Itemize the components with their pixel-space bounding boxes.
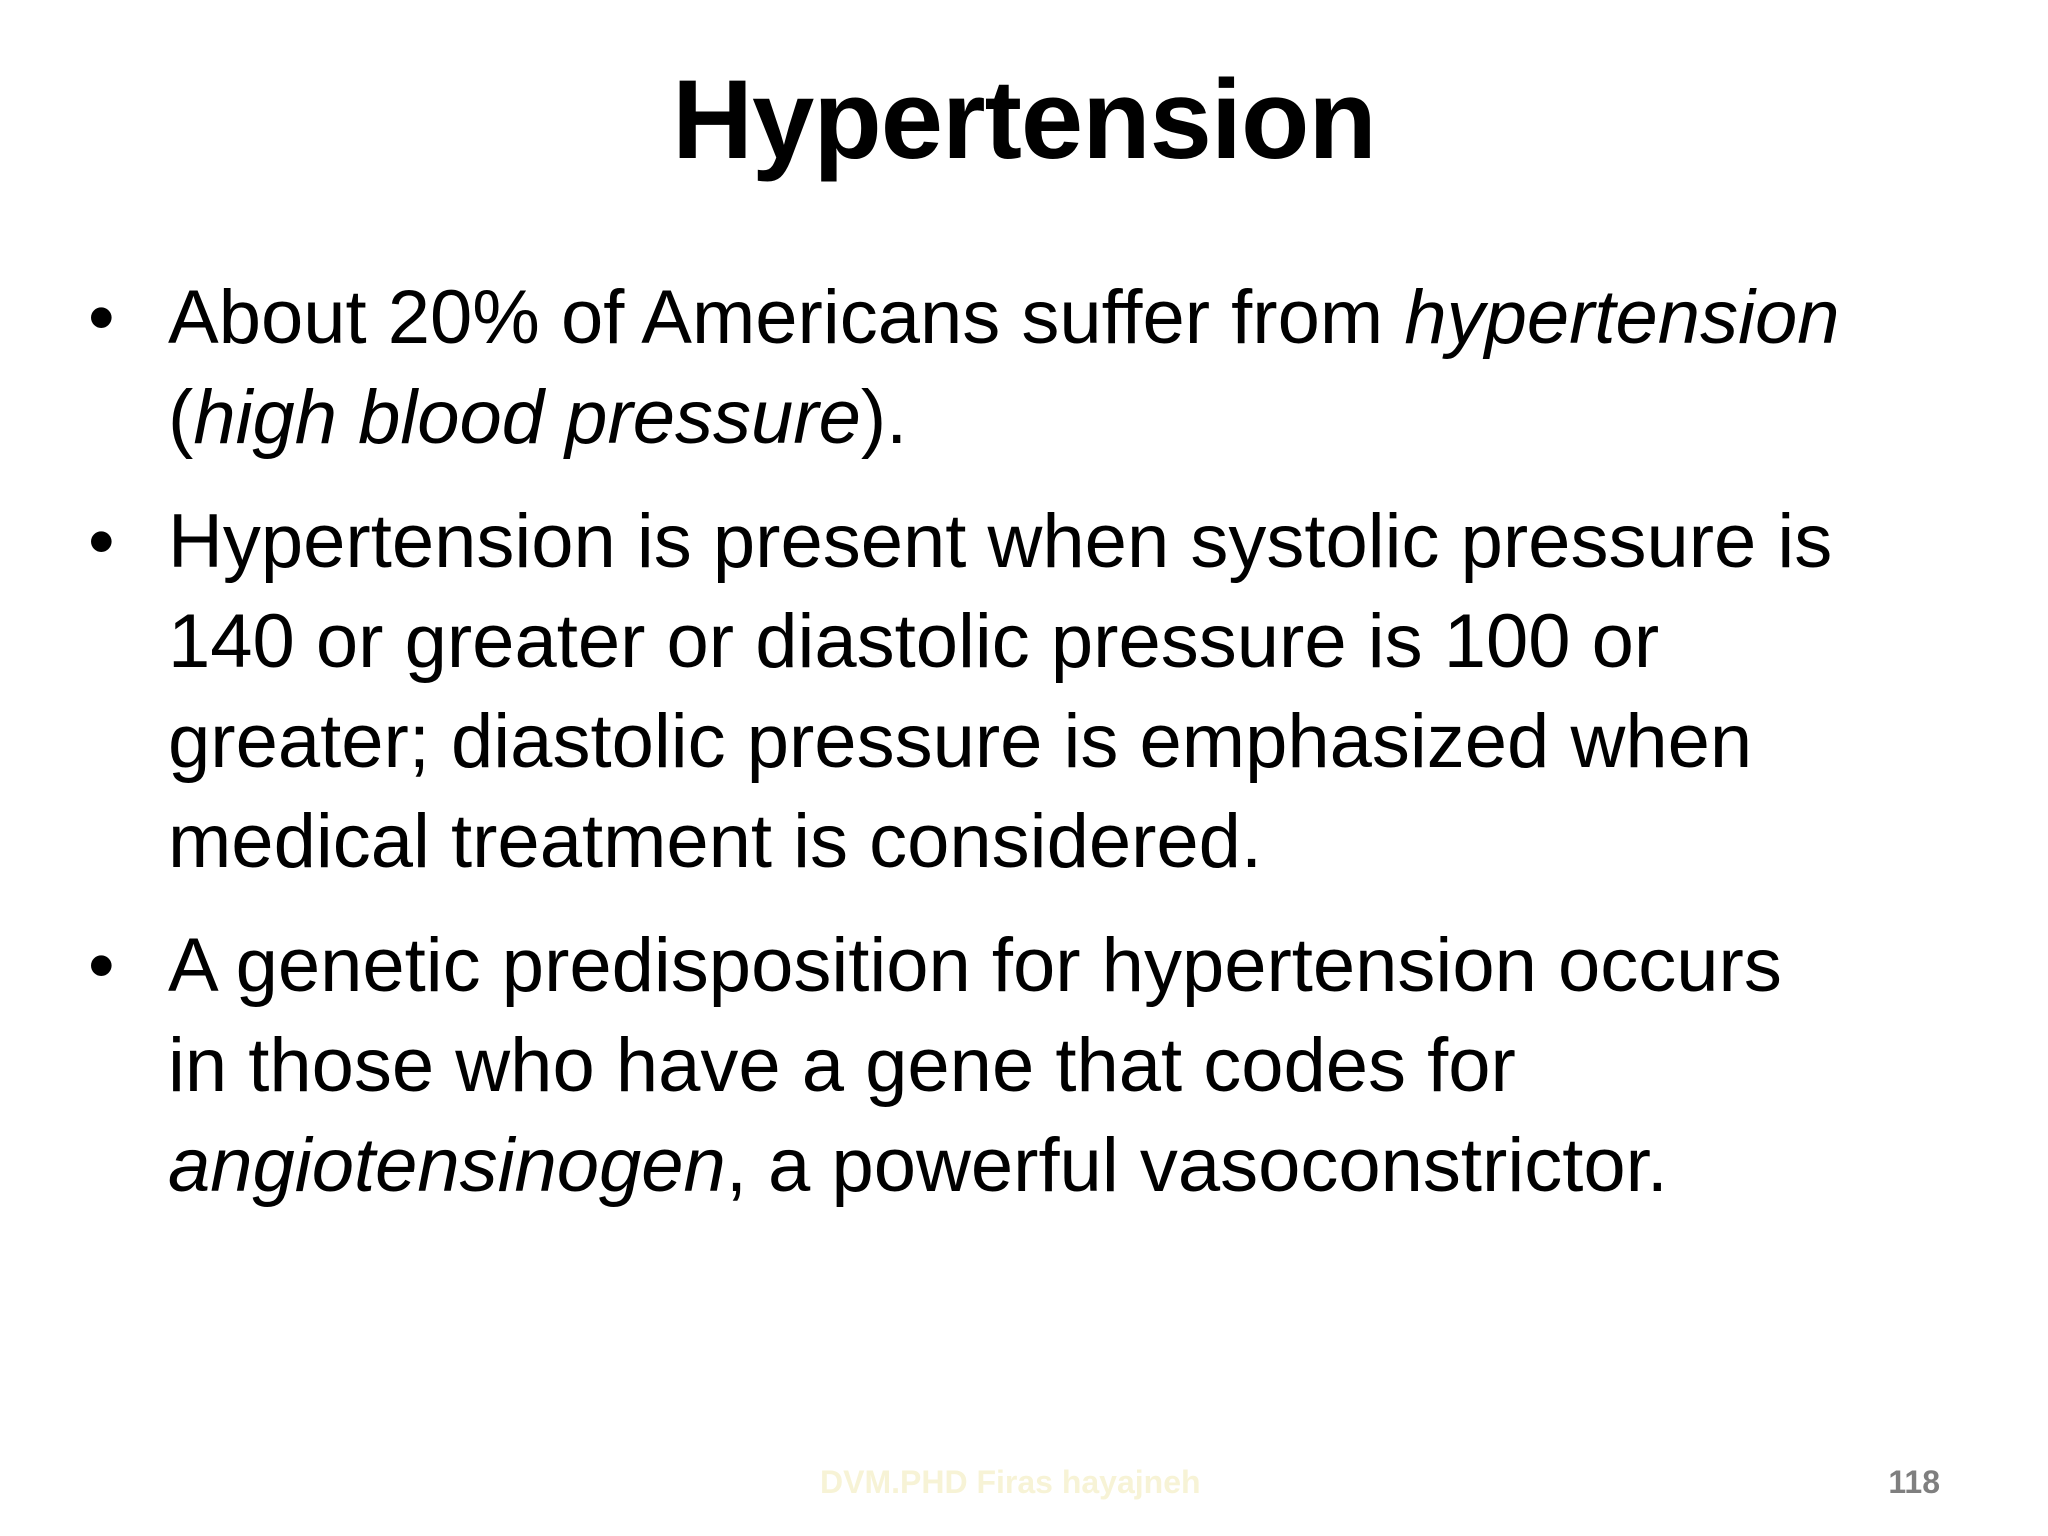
slide-title: Hypertension xyxy=(672,57,1376,182)
bullet-list xyxy=(88,268,2028,1240)
italic-term: angiotensinogen xyxy=(168,1123,726,1208)
page-number: 118 xyxy=(1888,1464,1940,1500)
bullet-line xyxy=(168,368,2028,468)
bullet-line: medical treatment is considered. xyxy=(168,799,1263,884)
bullet-line: in those who have a gene that codes for xyxy=(168,1023,1516,1108)
bullet-icon: • xyxy=(88,499,115,584)
bullet-item xyxy=(88,268,2028,468)
italic-term: hypertension xyxy=(1404,275,1840,360)
text-run: , a powerful vasoconstrictor. xyxy=(725,1123,1668,1208)
bullet-icon: • xyxy=(88,923,115,1008)
bullet-line: A genetic predisposition for hypertension occurs xyxy=(168,923,1782,1008)
bullet-line: 140 or greater or diastolic pressure is 100 or xyxy=(168,599,1660,684)
bullet-line: greater; diastolic pressure is emphasized when xyxy=(168,699,1753,784)
bullet-item xyxy=(88,492,2028,892)
bullet-line: Hypertension is present when systolic pressure is xyxy=(168,499,1833,584)
bullet-line xyxy=(168,1116,2028,1216)
text-run: ). xyxy=(860,375,908,460)
footer-author: DVM.PHD Firas hayajneh xyxy=(820,1464,1201,1500)
bullet-line xyxy=(168,268,2028,368)
text-run: ( xyxy=(168,375,194,460)
bullet-icon: • xyxy=(88,275,115,360)
italic-term: high blood pressure xyxy=(193,375,861,460)
bullet-item xyxy=(88,916,2028,1216)
text-run: About 20% of Americans suffer from xyxy=(168,275,1405,360)
